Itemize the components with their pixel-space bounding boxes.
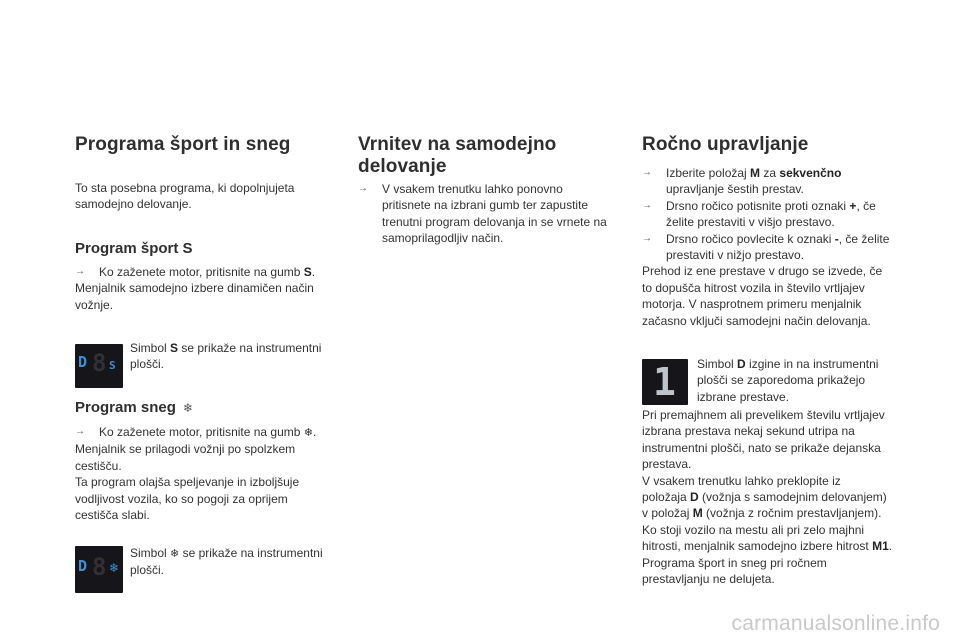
manual-symbol-note: Simbol D izgine in na instrumentni plošči se zaporedoma prikažejo izbrane prestave. [697, 357, 879, 404]
heading-sport-program: Program šport S [75, 240, 193, 257]
snow-bullet: → Ko zaženete motor, pritisnite na gumb ❄. [75, 424, 350, 441]
sport-display-image [75, 344, 123, 388]
gear-letter: D [78, 557, 88, 575]
manual-display-image [642, 359, 688, 405]
manual-bullet-2: → Drsno ročico potisnite proti oznaki +, če želite prestaviti v višjo prestavo. [642, 198, 912, 231]
manual-bullet-3: → Drsno ročico povlecite k oznaki -, če želite prestaviti v nižjo prestavo. [642, 231, 912, 264]
sport-symbol-note: Simbol S se prikaže na instrumentni plošči. [130, 341, 322, 372]
snowflake-icon: ❄ [109, 561, 120, 575]
gear-letter: D [78, 353, 88, 371]
snowflake-icon: ❄ [170, 547, 180, 560]
manual-bullet-1: → Izberite položaj M za sekvenčno upravljanje šestih prestav. [642, 165, 912, 198]
return-auto-text [358, 181, 628, 247]
intro-paragraph: To sta posebna programa, ki dopolnjujeta samodejno delovanje. [75, 181, 295, 212]
manual-bullets: → Izberite položaj M za sekvenčno upravljanje šestih prestav. → Drsno ročico potisnite proti oznaki +, če želite prestaviti v višjo prestavo. → Drsno ročico povlecite k oznaki -, če želite prestaviti v nižjo prestavo. Prehod iz ene prestave v drugo se izvede, če to dopušča hitrost vozila in število vrtljajev motorja. V nasprotnem primeru menjalnik začasno vključi samodejni način delovanja. [642, 165, 912, 329]
manual-details: Pri premajhnem ali prevelikem številu vrtljajev izbrana prestava nekaj sekund utripa na instrumentni plošči, nato se prikaže dejanska prestava. V vsakem trenutku lahko preklopite iz položaja D (vožnja s samodejnim delovanjem) v položaj M (vožnja z ročnim prestavljanjem). Ko stoji vozilo na mestu ali pri zelo majhni hitrosti, menjalnik samodejno izbere hitrost M1. Programa šport in sneg pri ročnem prestavljanju ne delujeta. [642, 408, 893, 587]
heading-snow-program: Program sneg ❄ [75, 399, 194, 416]
gear-digit-placeholder: 8 [92, 349, 107, 377]
section-title-manual: Ročno upravljanje [642, 134, 809, 155]
snow-symbol-note: Simbol ❄ se prikaže na instrumentni plošči. [130, 546, 323, 578]
section-title-sport-snow: Programa šport in sneg [75, 134, 291, 155]
return-auto-bullet: → V vsakem trenutku lahko ponovno pritisnete na izbrani gumb ter zapustite trenutni program delovanja in se vrnete na samoprilagodljiv način. [358, 181, 628, 247]
snowflake-icon: ❄ [183, 401, 194, 415]
snow-instructions: → Ko zaženete motor, pritisnite na gumb ❄. Menjalnik se prilagodi vožnji po spolzkem cestišču. Ta program olajša speljevanje in izboljšuje vodljivost vozila, ko so pogoji za oprijem cestišča slabi. [75, 424, 350, 523]
sport-letter: S [109, 359, 116, 372]
sport-bullet: → Ko zaženete motor, pritisnite na gumb S. [75, 264, 345, 280]
watermark: carmanualsonline.info [731, 612, 940, 635]
section-title-return-auto: Vrnitev na samodejno delovanje [358, 134, 557, 177]
gear-digit: 1 [653, 360, 676, 404]
sport-instructions: → Ko zaženete motor, pritisnite na gumb S. Menjalnik samodejno izbere dinamičen način vožnje. [75, 264, 345, 313]
snowflake-icon: ❄ [303, 426, 313, 439]
gear-digit-placeholder: 8 [92, 553, 107, 581]
snow-display-image [75, 546, 123, 593]
